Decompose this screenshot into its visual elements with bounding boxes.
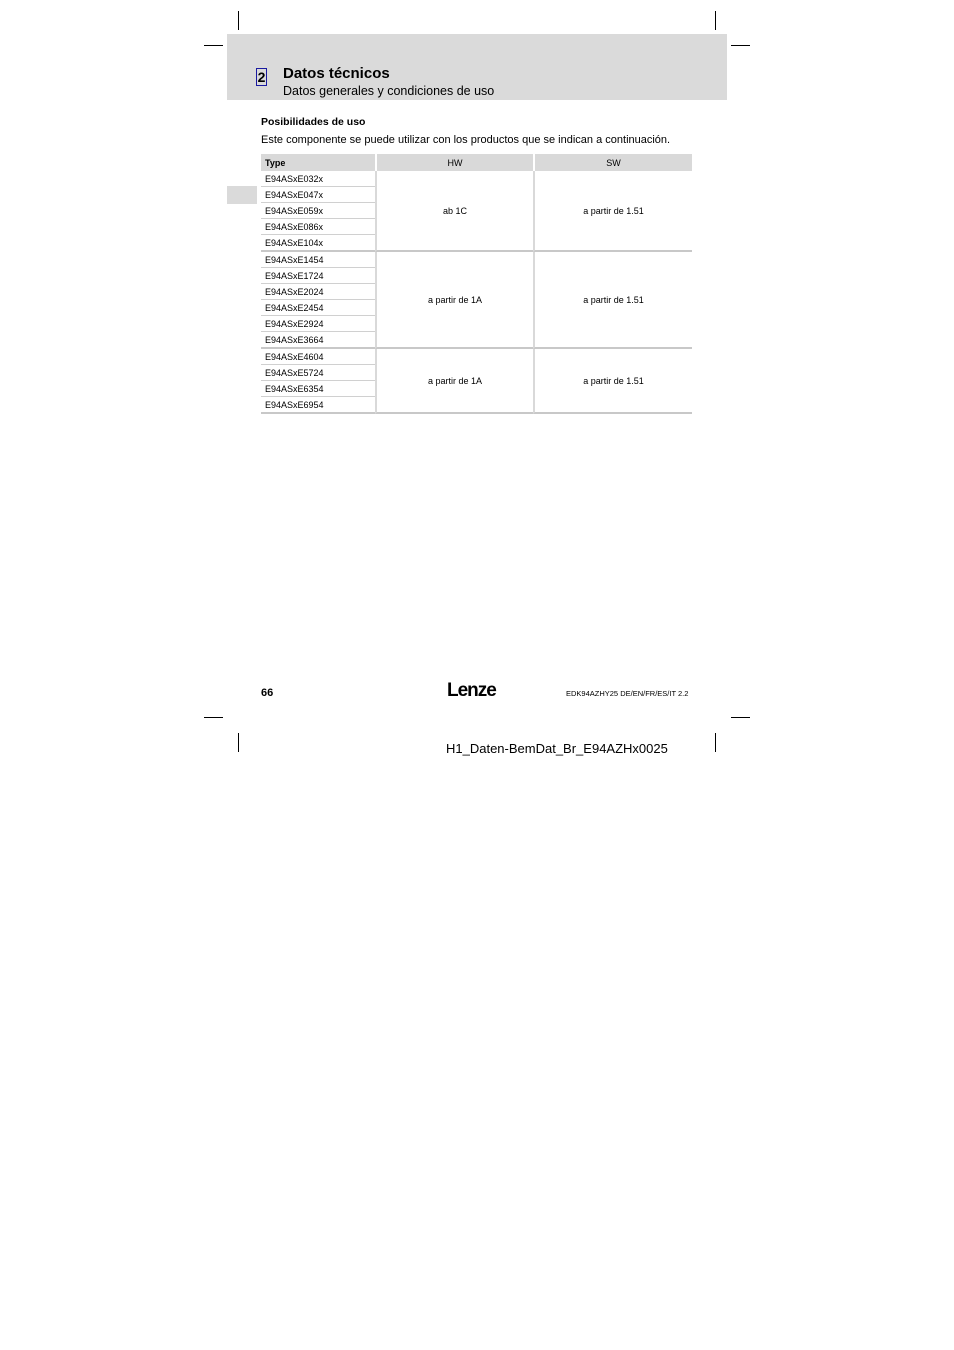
type-cell: E94ASxE086x [261, 219, 375, 235]
lenze-logo: Lenze [447, 680, 496, 701]
crop-mark [731, 717, 750, 718]
table-row [261, 349, 692, 365]
header-sw: SW [533, 154, 692, 171]
sw-cell: a partir de 1.51 [533, 252, 692, 349]
chapter-title: Datos técnicos [283, 65, 390, 82]
table-row [261, 252, 692, 268]
type-cell: E94ASxE059x [261, 203, 375, 219]
type-cell: E94ASxE5724 [261, 365, 375, 381]
type-cell: E94ASxE032x [261, 171, 375, 187]
chapter-subtitle: Datos generales y condiciones de uso [283, 84, 495, 98]
type-cell: E94ASxE6954 [261, 397, 375, 414]
hw-cell: ab 1C [375, 171, 533, 252]
hw-cell: a partir de 1A [375, 349, 533, 414]
type-cell: E94ASxE2924 [261, 316, 375, 332]
crop-mark [731, 45, 750, 46]
type-cell: E94ASxE4604 [261, 349, 375, 365]
header-hw: HW [375, 154, 533, 171]
chapter-number[interactable]: 2 [257, 69, 266, 85]
file-name: H1_Daten-BemDat_Br_E94AZHx0025 [446, 741, 668, 756]
type-cell: E94ASxE3664 [261, 332, 375, 349]
crop-mark [715, 11, 716, 30]
type-cell: E94ASxE6354 [261, 381, 375, 397]
type-cell: E94ASxE1454 [261, 252, 375, 268]
side-tab [227, 186, 257, 204]
compatibility-table [261, 154, 692, 414]
crop-mark [204, 45, 223, 46]
crop-mark [204, 717, 223, 718]
section-heading: Posibilidades de uso [261, 116, 366, 128]
type-cell: E94ASxE2454 [261, 300, 375, 316]
type-cell: E94ASxE047x [261, 187, 375, 203]
type-cell: E94ASxE1724 [261, 268, 375, 284]
sw-cell: a partir de 1.51 [533, 171, 692, 252]
doc-code: EDK94AZHY25 DE/EN/FR/ES/IT 2.2 [566, 689, 689, 698]
crop-mark [238, 11, 239, 30]
hw-cell: a partir de 1A [375, 252, 533, 349]
crop-mark [238, 733, 239, 752]
type-cell: E94ASxE104x [261, 235, 375, 252]
sw-cell: a partir de 1.51 [533, 349, 692, 414]
table-row [261, 171, 692, 187]
table-body [261, 171, 692, 414]
intro-text: Este componente se puede utilizar con los productos que se indican a continuación. [261, 134, 671, 146]
page-number: 66 [261, 687, 274, 699]
type-cell: E94ASxE2024 [261, 284, 375, 300]
crop-mark [715, 733, 716, 752]
header-type: Type [261, 154, 375, 171]
